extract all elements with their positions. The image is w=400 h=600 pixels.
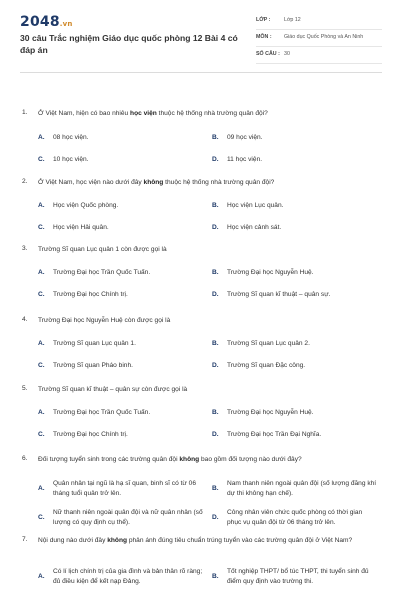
meta-value: 30 (284, 51, 290, 57)
question-text: Nội dung nào dưới đây không phản ánh đúng tiêu chuẩn trúng tuyển vào các trường quân đội ở Việt Nam? (38, 537, 353, 544)
meta-row-subject (256, 32, 382, 47)
meta-row-count (256, 49, 382, 64)
question-text: Trường Đại học Nguyễn Huệ còn được gọi là (38, 317, 171, 324)
question-text: Trường Sĩ quan Lục quân 1 còn được gọi là (38, 246, 167, 253)
document-title: 30 câu Trắc nghiệm Giáo dục quốc phòng 12 Bài 4 có đáp án (20, 33, 238, 55)
meta-value: Lớp 12 (284, 17, 301, 23)
question-text: Đối tượng tuyển sinh trong các trường quân đội không bao gồm đối tượng nào dưới đây? (38, 456, 302, 463)
meta-label: MÔN : (256, 34, 272, 40)
question-text: Ở Việt Nam, học viện nào dưới đây không thuộc hệ thống nhà trường quân đội? (38, 179, 275, 186)
question-text: Trường Sĩ quan kĩ thuật – quân sự còn được gọi là (38, 386, 188, 393)
header-divider (20, 72, 382, 73)
question-number: 4. (22, 316, 28, 323)
meta-value: Giáo dục Quốc Phòng và An Ninh (284, 34, 364, 40)
question-number: 3. (22, 245, 28, 252)
logo-suffix: .vn (59, 20, 73, 28)
meta-label: LỚP : (256, 17, 271, 23)
question-number: 7. (22, 536, 28, 543)
question-number: 5. (22, 385, 28, 392)
meta-info (256, 15, 382, 64)
logo-main: 2048 (20, 14, 60, 30)
document-header (0, 0, 400, 66)
question-text: Ở Việt Nam, hiện có bao nhiêu học viện thuộc hệ thống nhà trường quân đội? (38, 110, 268, 117)
meta-label: SỐ CÂU : (256, 51, 280, 57)
question-number: 1. (22, 109, 28, 116)
question-number: 2. (22, 178, 28, 185)
question-number: 6. (22, 455, 28, 462)
site-logo[interactable] (20, 14, 73, 30)
meta-row-class (256, 15, 382, 30)
